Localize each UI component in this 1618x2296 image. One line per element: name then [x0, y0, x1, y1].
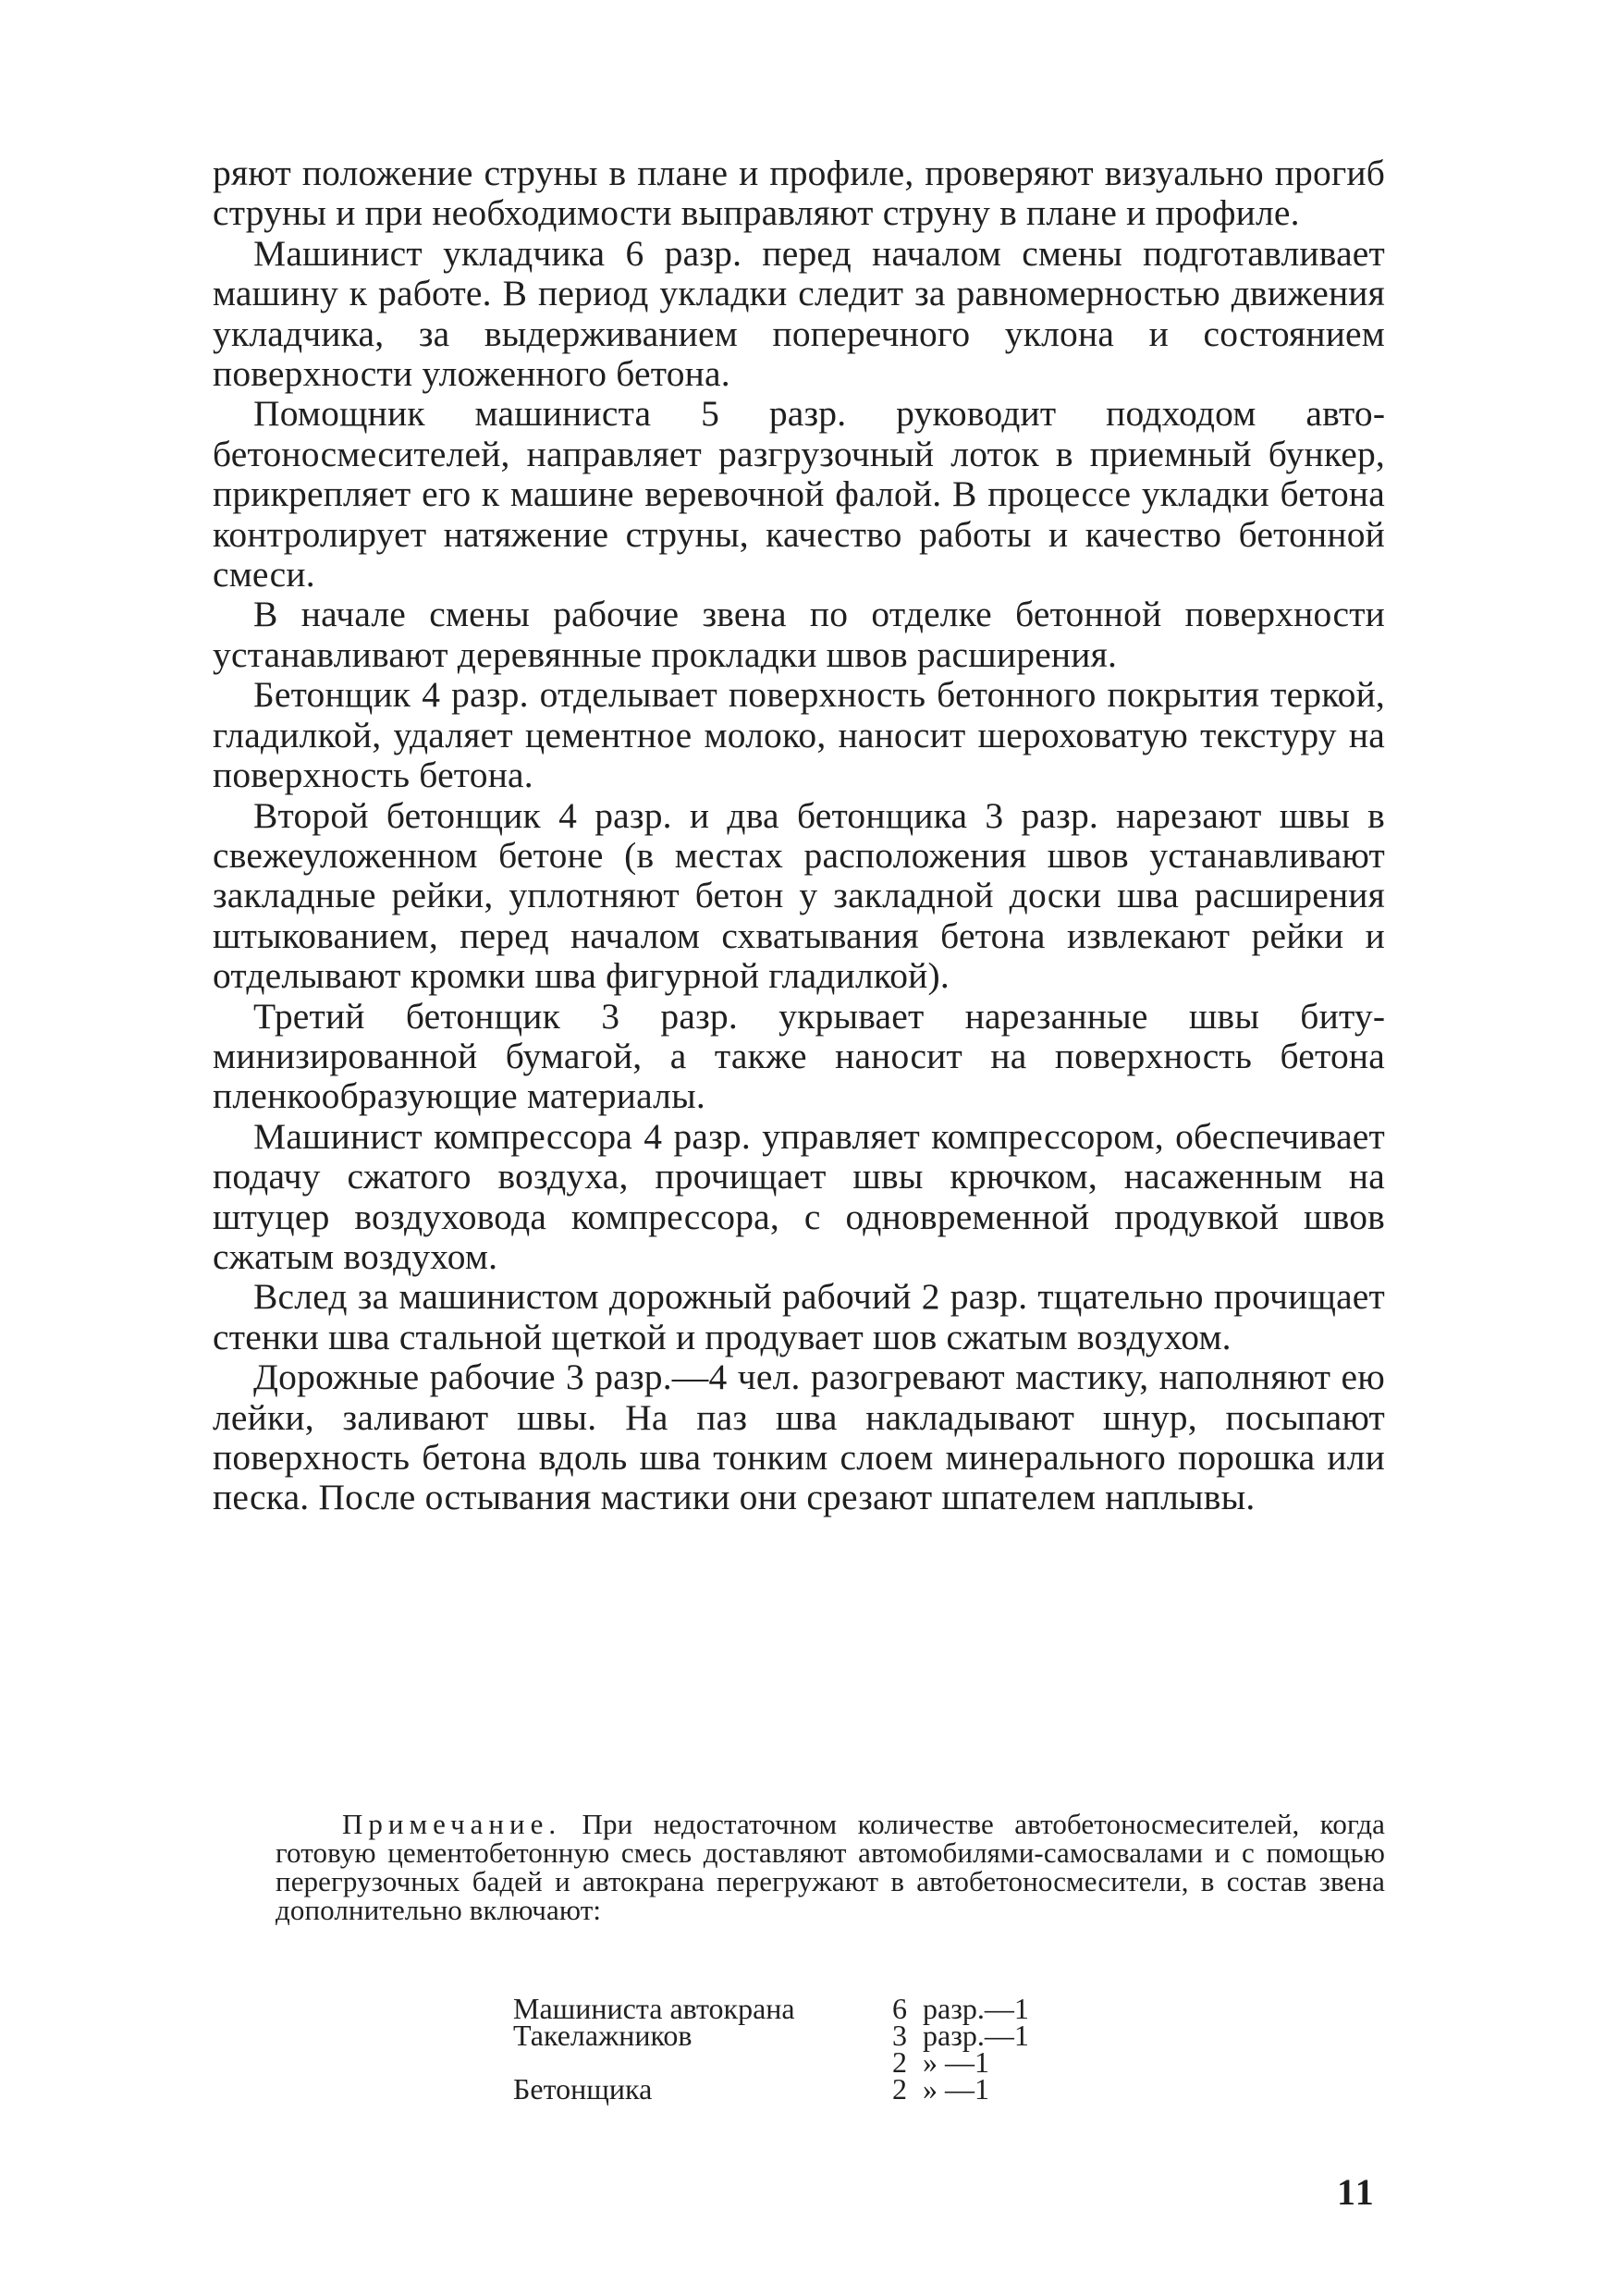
role-cell: Такелажников [513, 2019, 693, 2052]
note-lead: Примечание. [342, 1808, 562, 1840]
paragraph: Машинист укладчика 6 разр. перед началом смены подготавливает машину к работе. В период укладки следит за равномерностью движения укладчика, за выдерживанием поперечного уклона и состоянием поверхности уложенного бетона. [213, 232, 1385, 395]
main-text [213, 153, 1385, 1518]
paragraph: Второй бетонщик 4 разр. и два бетонщика 3 разр. нарезают швы в свежеуложенном бетоне (в местах расположения швов устанавливают закладные рейки, уплотняют бетон у закладной доски шва расширения штыкованием, перед началом схватывания бетона извлекают рейки и отделывают кромки шва фигурной гладилкой). [213, 794, 1385, 997]
paragraph: В начале смены рабочие звена по отделке бетонной поверхности устанавливают деревянные прокладки швов расширения. [213, 594, 1385, 675]
paragraph: Дорожные рабочие 3 разр.—4 чел. разогревают мастику, наполняют ею лейки, заливают швы. На паз шва накладывают шнур, посыпают поверхность бетона вдоль шва тонким слоем минерального порошка или песка. После остывания мастики они срезают шпателем наплывы. [213, 1357, 1385, 1518]
paragraph: Третий бетонщик 3 разр. укрывает нарезанные швы битуминизированной бумагой, а также наносит на поверхность бетона пленкообразующие материалы. [213, 995, 1385, 1117]
paragraph: Машинист компрессора 4 разр. управляет компрессором, обеспечивает подачу сжатого воздуха, прочищает швы крючком, насаженным на штуцер воздуховода компрессора, с одновременной продувкой швов сжатым воздухом. [213, 1115, 1385, 1277]
grade-cell: 3 [892, 2019, 907, 2052]
paragraph: ряют положение струны в плане и профиле, проверяют визуально прогиб струны и при необходимости выправляют струну в плане и профиле. [213, 153, 1385, 234]
role-cell: Машиниста автокрана [513, 1992, 795, 2025]
unit-cell: » —1 [923, 2072, 989, 2106]
grade-cell: 2 [892, 2072, 907, 2106]
unit-cell: разр.—1 [923, 1992, 1029, 2025]
note-body: При недостаточном количестве автобетоносмесителей, когда готовую цементобетонную смесь доставляют автомобилями-самосвалами и с помощью перегрузочных бадей и автокрана перегружают в автобетоносмесители, в состав звена дополнительно включают: [276, 1808, 1385, 1926]
role-cell: Бетонщика [513, 2072, 653, 2106]
table-row [513, 2076, 1029, 2103]
page-number: 11 [1337, 2171, 1376, 2213]
paragraph: Вслед за машинистом дорожный рабочий 2 разр. тщательно прочищает стенки шва стальной щеткой и продувает шов сжатым воздухом. [213, 1276, 1385, 1357]
grade-cell: 6 [892, 1992, 907, 2025]
paragraph: Помощник машиниста 5 разр. руководит подходом автобетоносмесителей, направляет разгрузочный лоток в приемный бункер, прикрепляет его к машине веревочной фалой. В процессе укладки бетона контролирует натяжение струны, качество работы и качество бетонной смеси. [213, 393, 1385, 595]
paragraph: Бетонщик 4 разр. отделывает поверхность бетонного покрытия теркой, гладилкой, удаляет цементное молоко, наносит шероховатую текстуру на поверхность бетона. [213, 674, 1385, 796]
footnote [276, 1810, 1385, 1924]
staff-table [513, 1992, 1029, 2106]
unit-cell: разр.—1 [923, 2019, 1029, 2052]
unit-cell: » —1 [923, 2045, 989, 2079]
grade-cell: 2 [892, 2045, 907, 2079]
note-text [276, 1810, 1385, 1924]
